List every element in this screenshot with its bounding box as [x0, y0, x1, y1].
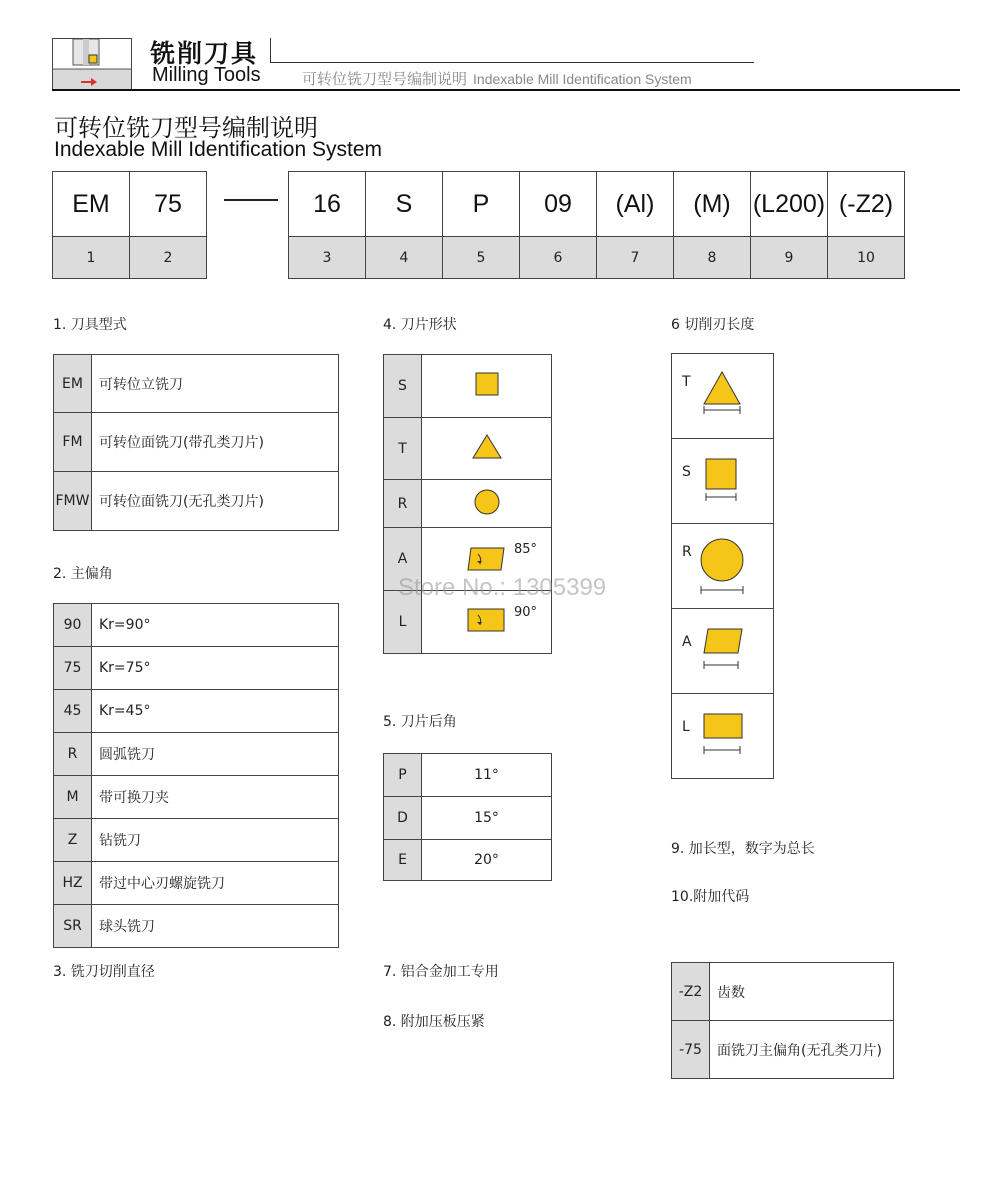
- code-cell: [519, 171, 597, 279]
- row-key: A: [384, 528, 422, 591]
- row-value: 圆弧铣刀: [92, 733, 339, 776]
- code-index: 5: [443, 236, 519, 278]
- code-index: 4: [366, 236, 442, 278]
- code-separator: [224, 199, 278, 201]
- row-key: SR: [54, 905, 92, 948]
- row-key: A: [682, 634, 692, 650]
- header-divider: [270, 38, 271, 63]
- code-value: (Al): [597, 172, 673, 236]
- table-row: [384, 418, 552, 480]
- row-value: 可转位立铣刀: [92, 355, 339, 413]
- row-key: -Z2: [672, 963, 710, 1021]
- code-cell: [442, 171, 520, 279]
- table-row: [54, 413, 339, 472]
- row-cell: [672, 694, 774, 779]
- row-key: L: [384, 591, 422, 654]
- row-value: 20°: [422, 840, 552, 881]
- code-value: 75: [130, 172, 206, 236]
- row-key: M: [54, 776, 92, 819]
- code-index: 3: [289, 236, 365, 278]
- code-cell: [750, 171, 828, 279]
- row-key: R: [54, 733, 92, 776]
- row-value: 15°: [422, 797, 552, 840]
- code-cell: [673, 171, 751, 279]
- triangle-length-icon: [700, 366, 760, 436]
- code-index: 2: [130, 236, 206, 278]
- code-value: S: [366, 172, 442, 236]
- section-1-label: 1. 刀具型式: [53, 317, 127, 333]
- row-shape: [422, 418, 552, 480]
- section-3-label: 3. 铣刀切削直径: [53, 964, 155, 980]
- table-row: [672, 439, 774, 524]
- code-index: 6: [520, 236, 596, 278]
- section-7-label: 7. 铝合金加工专用: [383, 964, 499, 980]
- parallelogram-length-icon: [700, 625, 760, 695]
- table-row: [54, 819, 339, 862]
- table-row: [54, 690, 339, 733]
- circle-icon: [472, 487, 502, 517]
- code-group-1: [53, 171, 207, 279]
- header-title-cn: 铣削刀具: [150, 39, 259, 68]
- table-row: [672, 354, 774, 439]
- row-key: S: [384, 355, 422, 418]
- table-row: [54, 776, 339, 819]
- code-cell: [827, 171, 905, 279]
- row-value: 齿数: [710, 963, 894, 1021]
- code-value: 16: [289, 172, 365, 236]
- row-value: 带过中心刃螺旋铣刀: [92, 862, 339, 905]
- row-key: L: [682, 719, 690, 735]
- section-10-label: 10.附加代码: [671, 889, 750, 905]
- additional-code-table: [671, 962, 894, 1079]
- code-value: EM: [53, 172, 129, 236]
- code-group-2: [289, 171, 905, 279]
- table-row: [672, 963, 894, 1021]
- header-title-en: Milling Tools: [152, 64, 261, 86]
- header-rule: [270, 62, 754, 63]
- section-8-label: 8. 附加压板压紧: [383, 1014, 485, 1030]
- table-row: [672, 524, 774, 609]
- table-row: [384, 840, 552, 881]
- row-key: 90: [54, 604, 92, 647]
- store-watermark: Store No.: 1305399: [398, 574, 607, 601]
- approach-angle-table: [53, 603, 339, 948]
- table-row: [672, 609, 774, 694]
- row-key: D: [384, 797, 422, 840]
- code-index: 7: [597, 236, 673, 278]
- row-key: E: [384, 840, 422, 881]
- table-row: [54, 905, 339, 948]
- row-key: FM: [54, 413, 92, 472]
- row-key: R: [384, 480, 422, 528]
- code-cell: [596, 171, 674, 279]
- parallelogram-icon: [466, 544, 508, 574]
- table-row: [384, 797, 552, 840]
- angle-label: 85°: [514, 542, 538, 557]
- row-key: HZ: [54, 862, 92, 905]
- row-key: -75: [672, 1021, 710, 1079]
- table-row: [54, 647, 339, 690]
- row-shape: [422, 480, 552, 528]
- section-5-label: 5. 刀片后角: [383, 714, 457, 730]
- header-subtitle-cn: 可转位铣刀型号编制说明: [302, 70, 468, 88]
- section-2-label: 2. 主偏角: [53, 566, 113, 582]
- table-row: [54, 604, 339, 647]
- table-row: [54, 472, 339, 531]
- code-cell: [129, 171, 207, 279]
- code-index: 1: [53, 236, 129, 278]
- code-value: (L200): [751, 172, 827, 236]
- code-cell: [288, 171, 366, 279]
- clearance-angle-table: [383, 753, 552, 881]
- row-value: 带可换刀夹: [92, 776, 339, 819]
- row-cell: [672, 439, 774, 524]
- row-key: FMW: [54, 472, 92, 531]
- triangle-icon: [470, 432, 504, 462]
- section-9-label: 9. 加长型，数字为总长: [671, 841, 815, 857]
- row-key: P: [384, 754, 422, 797]
- milling-tool-logo: [52, 38, 132, 90]
- angle-label: 90°: [514, 605, 538, 620]
- row-value: 11°: [422, 754, 552, 797]
- header-bottom-rule: [52, 89, 960, 91]
- row-value: 钻铣刀: [92, 819, 339, 862]
- row-cell: [672, 524, 774, 609]
- row-cell: [672, 609, 774, 694]
- row-value: 可转位面铣刀(带孔类刀片): [92, 413, 339, 472]
- row-value: 球头铣刀: [92, 905, 339, 948]
- row-key: EM: [54, 355, 92, 413]
- row-key: 45: [54, 690, 92, 733]
- code-value: (-Z2): [828, 172, 904, 236]
- row-key: S: [682, 464, 691, 480]
- section-4-label: 4. 刀片形状: [383, 317, 457, 333]
- row-key: Z: [54, 819, 92, 862]
- code-cell: [365, 171, 443, 279]
- table-row: [672, 694, 774, 779]
- insert-shape-table: [383, 354, 552, 654]
- square-icon: [472, 369, 502, 399]
- header-subtitle-en: Indexable Mill Identification System: [473, 71, 692, 87]
- table-row: [54, 355, 339, 413]
- tool-type-table: [53, 354, 339, 531]
- square-length-icon: [700, 455, 760, 525]
- code-index: 8: [674, 236, 750, 278]
- code-cell: [52, 171, 130, 279]
- row-key: T: [682, 374, 691, 390]
- row-value: 面铣刀主偏角(无孔类刀片): [710, 1021, 894, 1079]
- row-cell: [672, 354, 774, 439]
- code-value: 09: [520, 172, 596, 236]
- table-row: [672, 1021, 894, 1079]
- rectangle-length-icon: [700, 710, 760, 780]
- page-title-en: Indexable Mill Identification System: [54, 138, 382, 161]
- code-index: 9: [751, 236, 827, 278]
- row-key: R: [682, 544, 692, 560]
- section-6-label: 6 切削刃长度: [671, 317, 755, 333]
- code-value: (M): [674, 172, 750, 236]
- table-row: [54, 862, 339, 905]
- table-row: [384, 355, 552, 418]
- row-key: T: [384, 418, 422, 480]
- circle-length-icon: [698, 534, 758, 604]
- row-value: Kr=90°: [92, 604, 339, 647]
- table-row: [384, 754, 552, 797]
- row-key: 75: [54, 647, 92, 690]
- rectangle-icon: [466, 605, 508, 635]
- row-value: Kr=45°: [92, 690, 339, 733]
- table-row: [384, 480, 552, 528]
- code-index: 10: [828, 236, 904, 278]
- cutting-edge-length-table: [671, 353, 774, 779]
- row-value: 可转位面铣刀(无孔类刀片): [92, 472, 339, 531]
- row-shape: [422, 355, 552, 418]
- row-value: Kr=75°: [92, 647, 339, 690]
- code-value: P: [443, 172, 519, 236]
- header-subtitle: [302, 68, 692, 89]
- table-row: [54, 733, 339, 776]
- page-title-cn: 可转位铣刀型号编制说明: [54, 114, 318, 142]
